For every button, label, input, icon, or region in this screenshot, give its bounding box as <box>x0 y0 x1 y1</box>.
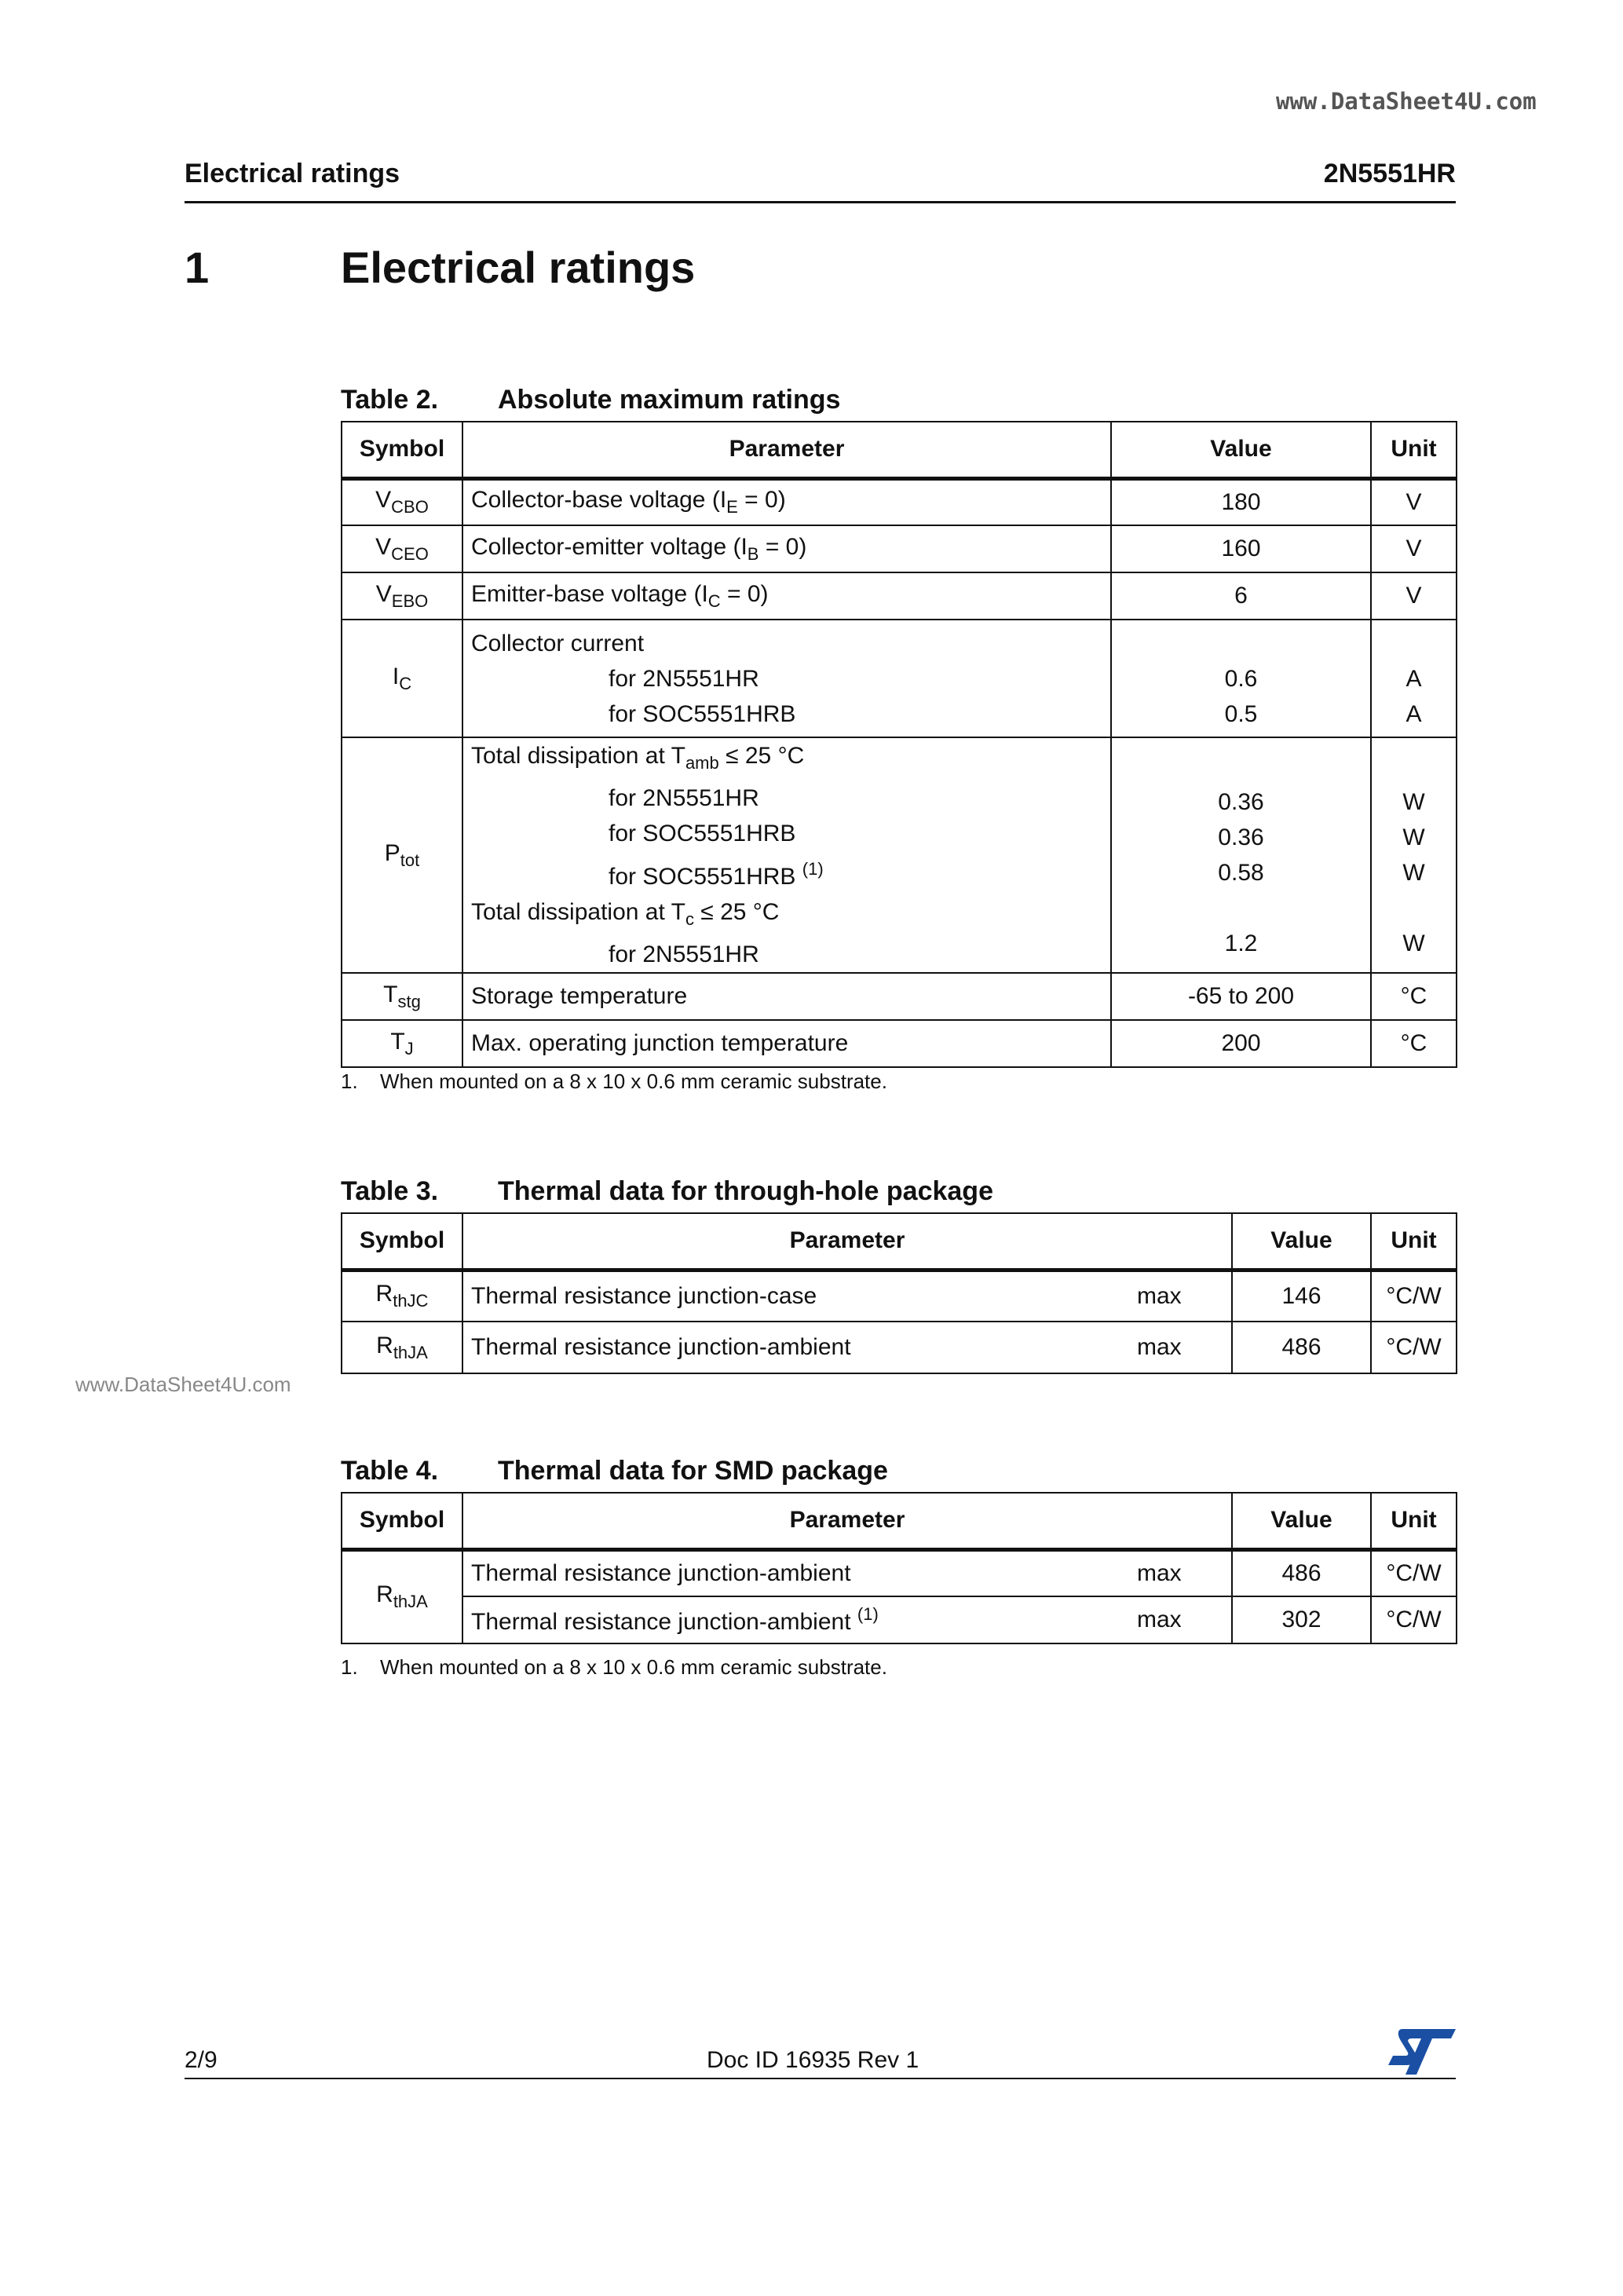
value-cell: 0.36 0.36 0.58 1.2 <box>1111 737 1371 973</box>
value-cell: 486 <box>1232 1322 1371 1373</box>
table4-footnote: 1. When mounted on a 8 x 10 x 0.6 mm ceramic substrate. <box>341 1655 887 1679</box>
symbol-cell: $T_J$ <box>342 1020 462 1067</box>
table2-col-symbol: Symbol <box>342 422 462 478</box>
value-cell: 486 <box>1232 1549 1371 1596</box>
table4-thermal-smd <box>341 1492 1457 1644</box>
parameter-cell: Collector-base voltage $(I_E = 0)$ <box>462 478 1111 525</box>
unit-cell: °C/W <box>1371 1596 1457 1643</box>
table2-caption <box>341 385 840 415</box>
table4-col-parameter: Parameter <box>462 1493 1232 1549</box>
table2-row-tj <box>342 1020 1457 1067</box>
table4-row <box>342 1549 1457 1596</box>
value-cell: 302 <box>1232 1596 1371 1643</box>
parameter-cell: Emitter-base voltage $(I_C = 0)$ <box>462 572 1111 620</box>
value-cell: 146 <box>1232 1270 1371 1322</box>
value-cell: 0.6 0.5 <box>1111 620 1371 737</box>
table2-col-value: Value <box>1111 422 1371 478</box>
table3-row <box>342 1322 1457 1373</box>
watermark-top: www.DataSheet4U.com <box>1276 88 1537 115</box>
unit-cell: V <box>1371 478 1457 525</box>
section-title: Electrical ratings <box>341 243 696 292</box>
table3-col-symbol: Symbol <box>342 1213 462 1270</box>
table2-row-ic <box>342 620 1457 737</box>
parameter-cell: Collector current for 2N5551HR for SOC5551HRB <box>462 620 1111 737</box>
parameter-cell: Collector-emitter voltage $(I_B = 0)$ <box>462 525 1111 572</box>
value-cell: 180 <box>1111 478 1371 525</box>
unit-cell: W W W W <box>1371 737 1457 973</box>
table3-label: Table 3. <box>341 1176 439 1206</box>
table2-label: Table 2. <box>341 385 439 415</box>
table2-row-vebo <box>342 572 1457 620</box>
parameter-cell: Total dissipation at $T_{amb} \le 25$ °C for 2N5551HR for SOC5551HRB for SOC5551HRB $^{(1)}$ Total dissipation at $T_c \le 25$ °C for 2N5551HR <box>462 737 1111 973</box>
unit-cell: °C/W <box>1371 1270 1457 1322</box>
table2-row-ptot <box>342 737 1457 973</box>
table3-col-unit: Unit <box>1371 1213 1457 1270</box>
table4-header-row <box>342 1493 1457 1549</box>
running-header-title: Electrical ratings <box>185 159 400 188</box>
table4-row <box>342 1596 1457 1643</box>
table2-col-parameter: Parameter <box>462 422 1111 478</box>
value-cell: -65 to 200 <box>1111 973 1371 1020</box>
unit-cell: V <box>1371 572 1457 620</box>
parameter-cell: Thermal resistance junction-ambient max <box>462 1322 1232 1373</box>
parameter-cell: Storage temperature <box>462 973 1111 1020</box>
symbol-cell: $P_{tot}$ <box>342 737 462 973</box>
table3-col-value: Value <box>1232 1213 1371 1270</box>
parameter-cell: Thermal resistance junction-case max <box>462 1270 1232 1322</box>
parameter-cell: Thermal resistance junction-ambient max <box>462 1549 1232 1596</box>
st-logo-icon <box>1388 2029 1456 2075</box>
table2-footnote: 1. When mounted on a 8 x 10 x 0.6 mm ceramic substrate. <box>341 1069 887 1093</box>
unit-cell: °C/W <box>1371 1322 1457 1373</box>
symbol-cell: $R_{thJA}$ <box>342 1549 462 1643</box>
table4-col-symbol: Symbol <box>342 1493 462 1549</box>
symbol-cell: $V_{CBO}$ <box>342 478 462 525</box>
table2-row-tstg <box>342 973 1457 1020</box>
table2-header-row <box>342 422 1457 478</box>
header-rule <box>185 201 1456 203</box>
table4-title: Thermal data for SMD package <box>498 1456 888 1486</box>
table3-caption <box>341 1176 993 1207</box>
symbol-cell: $R_{thJA}$ <box>342 1322 462 1373</box>
table2-title: Absolute maximum ratings <box>498 385 841 415</box>
symbol-cell: $R_{thJC}$ <box>342 1270 462 1322</box>
table2-col-unit: Unit <box>1371 422 1457 478</box>
unit-cell: °C/W <box>1371 1549 1457 1596</box>
table3-title: Thermal data for through-hole package <box>498 1176 993 1206</box>
table2-row-vcbo <box>342 478 1457 525</box>
table4-col-value: Value <box>1232 1493 1371 1549</box>
unit-cell: A A <box>1371 620 1457 737</box>
table3-header-row <box>342 1213 1457 1270</box>
unit-cell: °C <box>1371 1020 1457 1067</box>
st-logo-shape <box>1388 2029 1456 2075</box>
symbol-cell: $T_{stg}$ <box>342 973 462 1020</box>
table3-col-parameter: Parameter <box>462 1213 1232 1270</box>
table2-row-vceo <box>342 525 1457 572</box>
table3-thermal-through-hole <box>341 1212 1457 1374</box>
parameter-cell: Thermal resistance junction-ambient $^{(1)}$ max <box>462 1596 1232 1643</box>
unit-cell: °C <box>1371 973 1457 1020</box>
value-cell: 160 <box>1111 525 1371 572</box>
table2-absolute-maximum-ratings <box>341 421 1457 1068</box>
symbol-cell: $V_{CEO}$ <box>342 525 462 572</box>
page-number: 2/9 <box>185 2047 217 2073</box>
watermark-side: www.DataSheet4U.com <box>75 1373 291 1396</box>
symbol-cell: $I_C$ <box>342 620 462 737</box>
table4-col-unit: Unit <box>1371 1493 1457 1549</box>
value-cell: 200 <box>1111 1020 1371 1067</box>
parameter-cell: Max. operating junction temperature <box>462 1020 1111 1067</box>
running-header-part-number: 2N5551HR <box>1323 159 1456 188</box>
doc-id: Doc ID 16935 Rev 1 <box>707 2047 919 2073</box>
section-number: 1 <box>185 243 210 292</box>
symbol-cell: $V_{EBO}$ <box>342 572 462 620</box>
value-cell: 6 <box>1111 572 1371 620</box>
table4-label: Table 4. <box>341 1456 439 1486</box>
unit-cell: V <box>1371 525 1457 572</box>
table3-row <box>342 1270 1457 1322</box>
table4-caption <box>341 1456 888 1486</box>
footer-rule <box>185 2078 1456 2079</box>
